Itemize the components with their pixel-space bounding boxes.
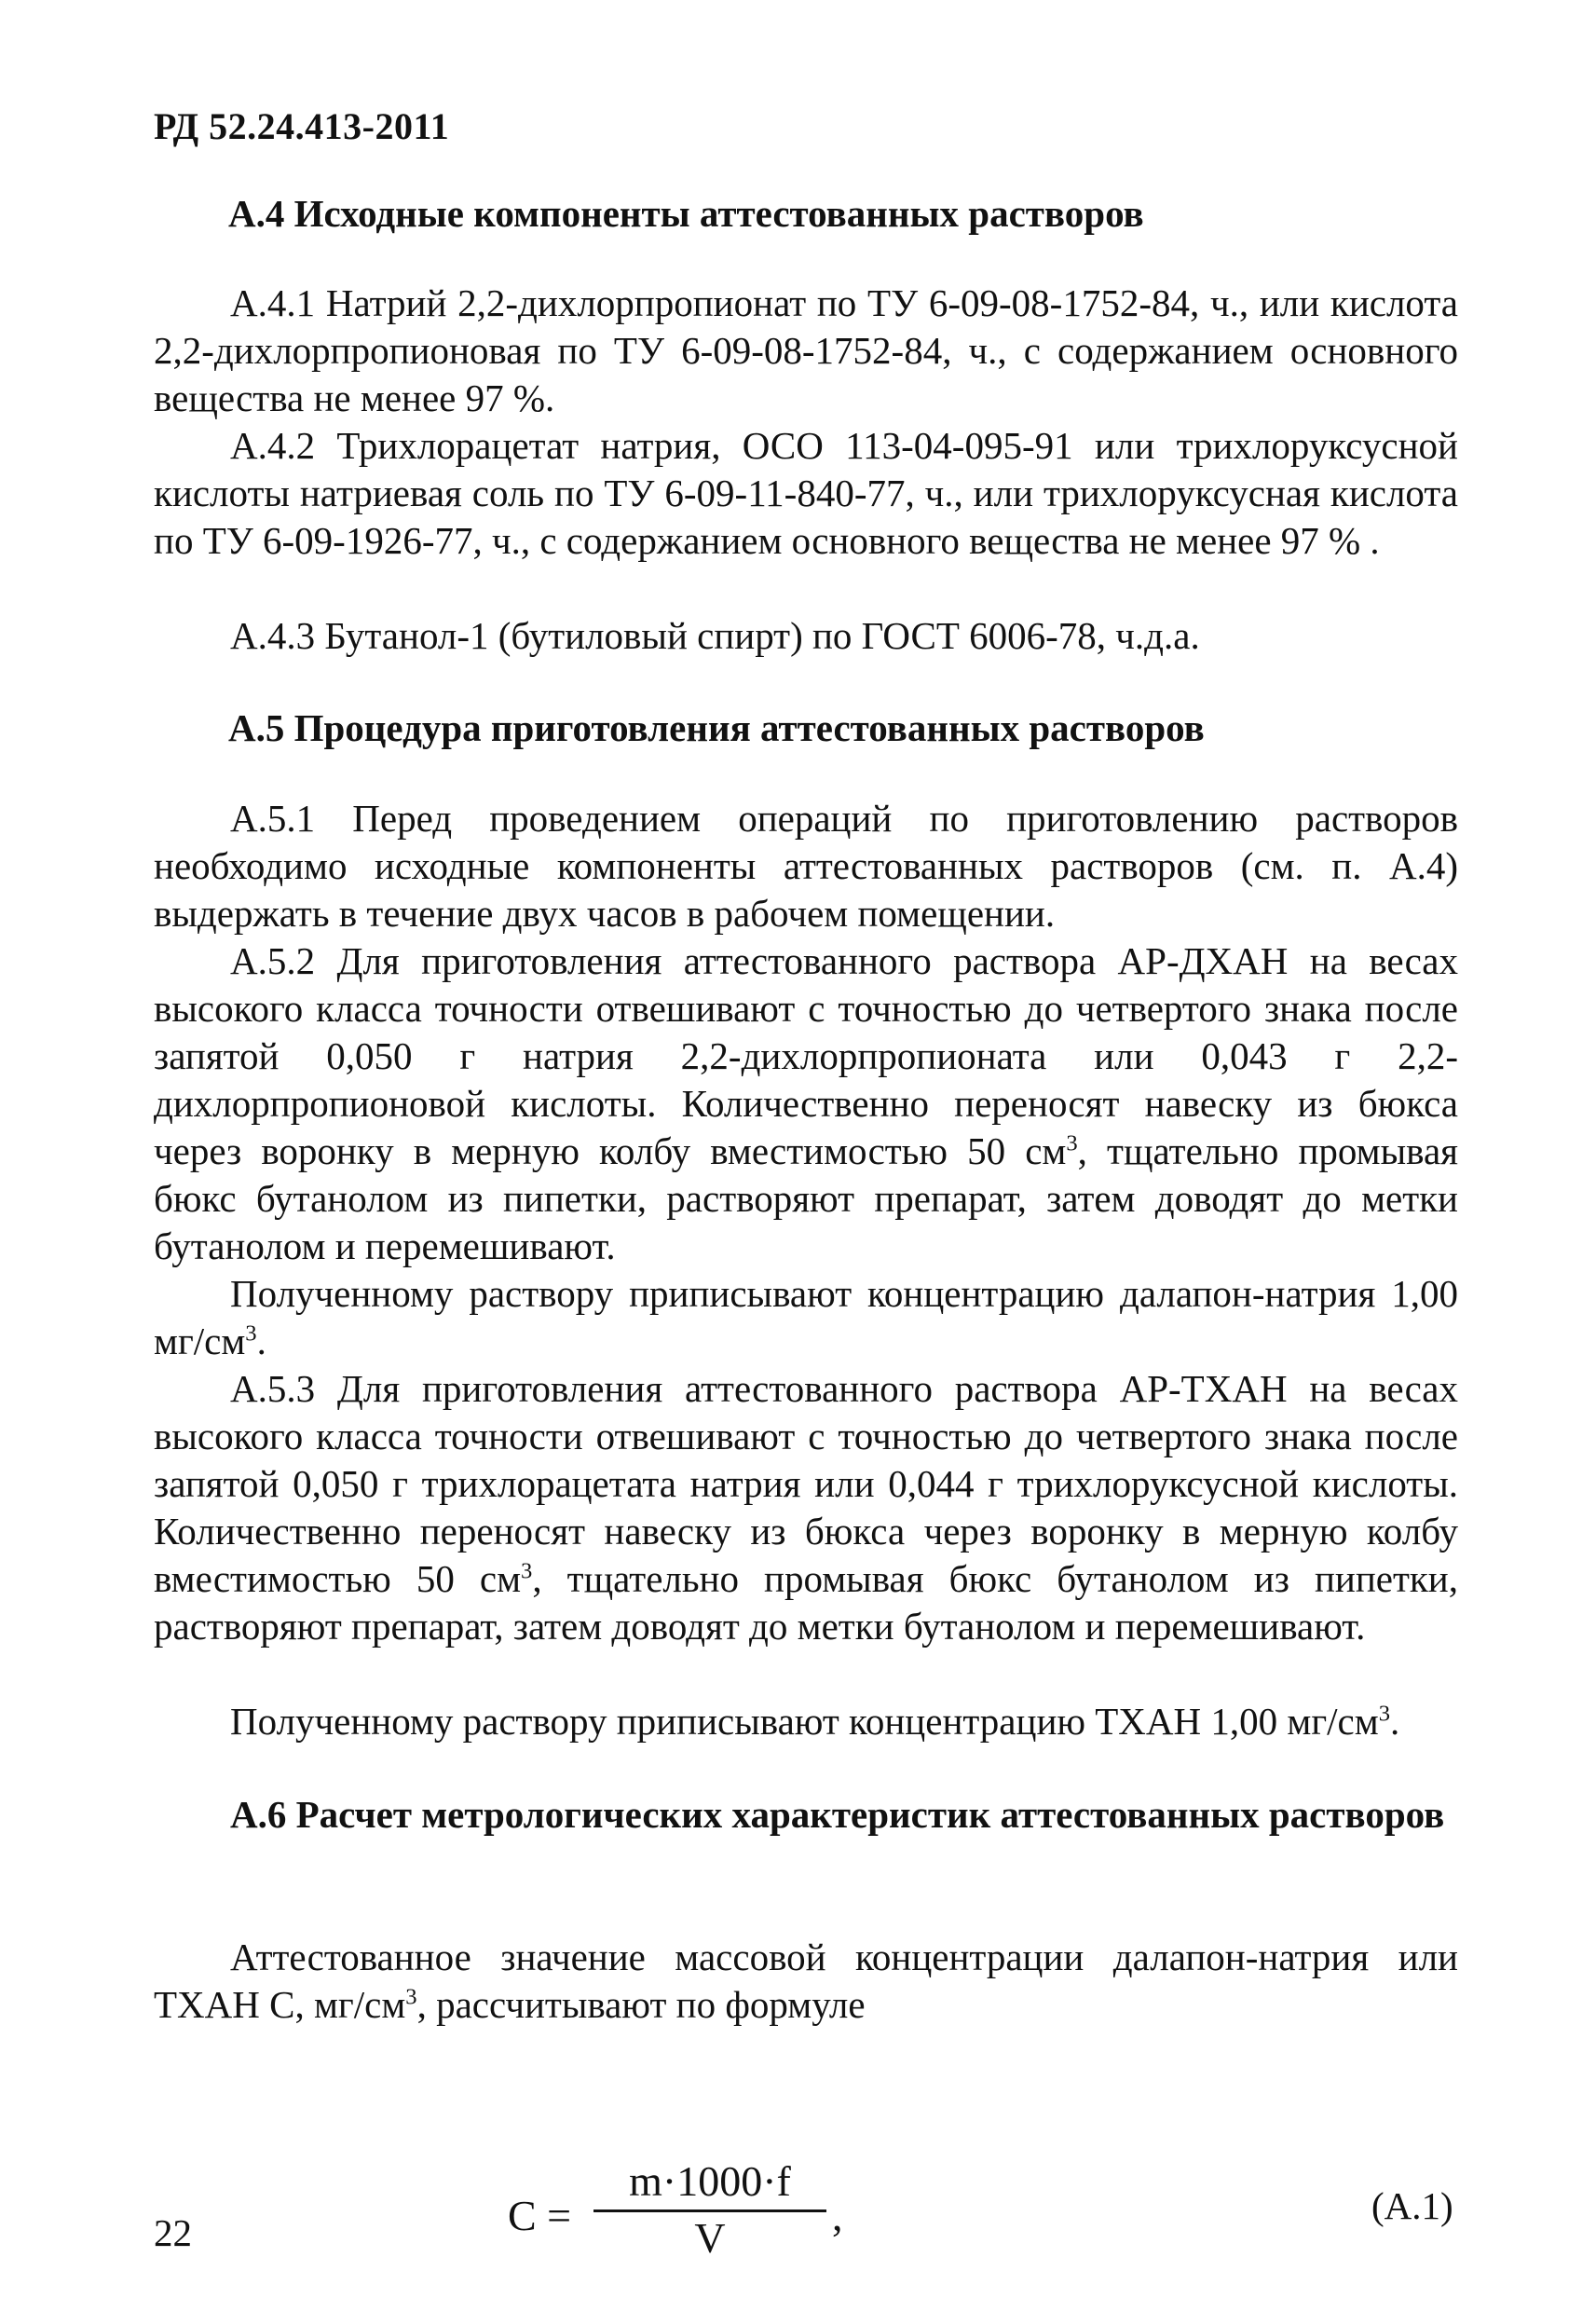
- paragraph-a5-3-text: А.5.3 Для приготовления аттестованного раствора АР-ТХАН на весах высокого класса точности отвешивают с точностью до четвертого знака после запятой 0,050 г трихлорацетата натрия или 0,044 г трихлоруксусной кислоты. Количественно переносят навеску из бюкса через воронку в мерную колбу вместимостью 50 см: [154, 1367, 1458, 1600]
- document-code: РД 52.24.413-2011: [154, 105, 450, 147]
- superscript-cubic: 3: [1378, 1701, 1390, 1727]
- superscript-cubic: 3: [405, 1984, 417, 2010]
- paragraph-a5-2-text: А.5.2 Для приготовления аттестованного раствора АР-ДХАН на весах высокого класса точности отвешивают с точностью до четвертого знака после запятой 0,050 г натрия 2,2-дихлорпропионата или 0,043 г 2,2-дихлорпропионовой кислоты. Количественно переносят навеску из бюкса через воронку в мерную колбу вместимостью 50 см: [154, 939, 1458, 1172]
- formula-comma: ,: [832, 2192, 843, 2239]
- formula-a1: [508, 2148, 974, 2260]
- paragraph-a5-2-result-text: Полученному раствору приписывают концентрацию далапон-натрия 1,00 мг/см: [154, 1272, 1458, 1362]
- formula-fraction: [593, 2148, 826, 2263]
- paragraph-a4-2: А.4.2 Трихлорацетат натрия, ОСО 113-04-095-91 или трихлоруксусной кислоты натриевая соль по ТУ 6-09-11-840-77, ч., или трихлоруксусная кислота по ТУ 6-09-1926-77, ч., с содержанием основного вещества не менее 97 % .: [154, 424, 1458, 562]
- section-a6-heading: А.6 Расчет метрологических характеристик аттестованных растворов: [230, 1793, 1445, 1836]
- formula-denominator: V: [694, 2214, 726, 2262]
- section-a4-heading: А.4 Исходные компоненты аттестованных растворов: [228, 192, 1144, 235]
- formula-numerator: m·1000·f: [629, 2157, 791, 2205]
- paragraph-a5-3-result-tail: .: [1389, 1700, 1400, 1743]
- page-number: 22: [154, 2211, 192, 2254]
- superscript-cubic: 3: [521, 1558, 533, 1584]
- formula-lhs: C =: [508, 2192, 572, 2239]
- paragraph-a5-3-result: [154, 1698, 1458, 1745]
- paragraph-a4-1: А.4.1 Натрий 2,2-дихлорпропионат по ТУ 6-09-08-1752-84, ч., или кислота 2,2-дихлорпропионовая по ТУ 6-09-08-1752-84, ч., с содержанием основного вещества не менее 97 %.: [154, 281, 1458, 419]
- paragraph-a5-3-result-text: Полученному раствору приписывают концентрацию ТХАН 1,00 мг/см: [230, 1700, 1379, 1743]
- equation-number: (А.1): [1371, 2184, 1453, 2227]
- section-a5-heading: А.5 Процедура приготовления аттестованных растворов: [228, 706, 1205, 749]
- paragraph-a6-1-text: Аттестованное значение массовой концентрации далапон-натрия или ТХАН С, мг/см: [154, 1936, 1458, 2026]
- paragraph-a6-1: [154, 1934, 1458, 2029]
- paragraph-a5-1: А.5.1 Перед проведением операций по приготовлению растворов необходимо исходные компоненты аттестованных растворов (см. п. А.4) выдержать в течение двух часов в рабочем помещении.: [154, 797, 1458, 935]
- paragraph-a4-3: А.4.3 Бутанол-1 (бутиловый спирт) по ГОСТ 6006-78, ч.д.а.: [230, 614, 1200, 657]
- fraction-bar: [593, 2209, 826, 2212]
- superscript-cubic: 3: [1066, 1130, 1078, 1156]
- paragraph-a5-3: [154, 1365, 1458, 1650]
- paragraph-a5-2-result-tail: .: [256, 1320, 266, 1362]
- superscript-cubic: 3: [245, 1320, 257, 1347]
- paragraph-a5-2: [154, 937, 1458, 1270]
- paragraph-a6-1-tail: , рассчитывают по формуле: [416, 1983, 866, 2026]
- paragraph-a5-2-tail: , тщательно промывая бюкс бутанолом из пипетки, растворяют препарат, затем доводят до метки бутанолом и перемешивают.: [154, 1129, 1458, 1267]
- paragraph-a5-2-result: [154, 1270, 1458, 1365]
- paragraph-a5-3-tail: , тщательно промывая бюкс бутанолом из пипетки, растворяют препарат, затем доводят до метки бутанолом и перемешивают.: [154, 1557, 1458, 1648]
